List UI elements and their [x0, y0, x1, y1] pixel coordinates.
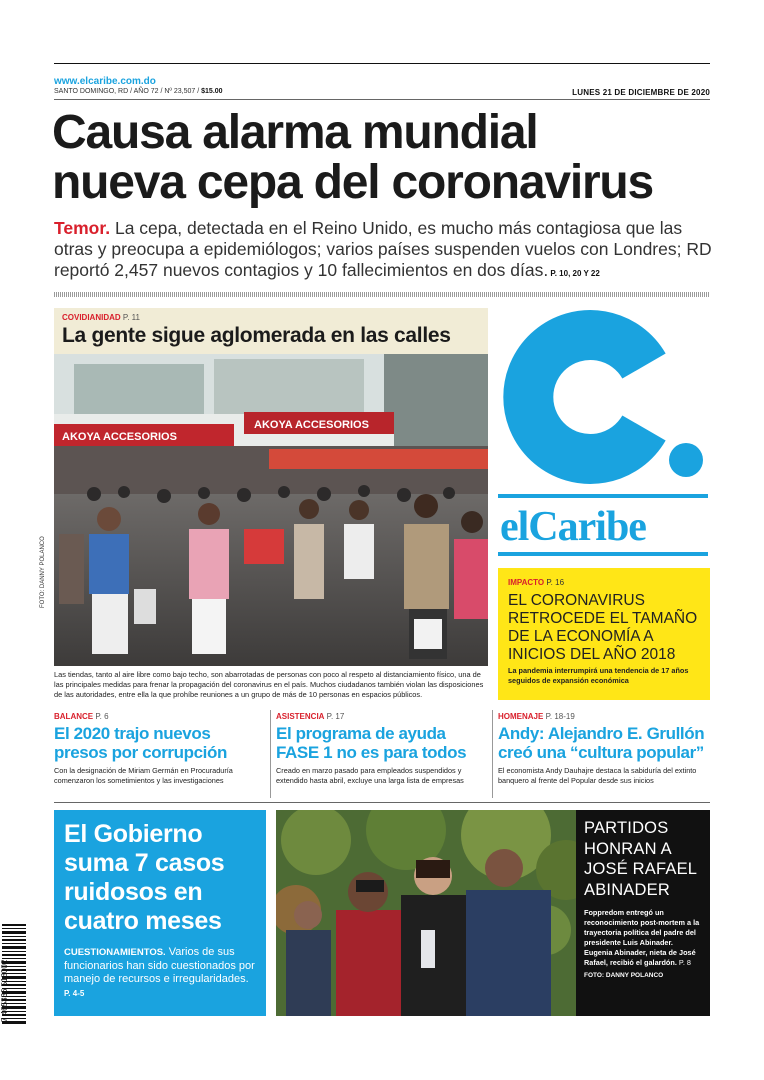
barcode-number: 7 465336 518002: [0, 959, 9, 1022]
street-photo: [54, 354, 488, 666]
gobierno-title: El Gobierno suma 7 casos ruidosos en cuatro meses: [64, 820, 225, 935]
partidos-text: Foppredom entregó un reconocimiento post-mortem a la trayectoria política del padre del presidente Luis Abinader. Eugenia Abinader, nieta de José Rafael, recibió el galardón. P. 8: [584, 908, 700, 967]
site-url[interactable]: www.elcaribe.com.do: [54, 76, 156, 87]
store-sign-right: AKOYA ACCESORIOS: [254, 419, 369, 431]
balance-title: El 2020 trajo nuevos presos por corrupción: [54, 724, 227, 762]
partidos-title: PARTIDOS HONRAN A JOSÉ RAFAEL ABINADER: [584, 819, 697, 899]
logo-wordmark: elCaribe: [500, 504, 646, 550]
street-photo-illustration: [54, 354, 488, 666]
story-homenaje[interactable]: [498, 712, 712, 786]
impacto-text: La pandemia interrumpirá una tendencia de 17 años seguidos de expansión económica: [508, 666, 689, 685]
section-rule: [54, 802, 710, 803]
price: $15.00: [201, 88, 223, 95]
balance-text: Con la designación de Miriam Germán en Procuraduría comenzaron los sometimientos y las investigaciones: [54, 766, 233, 785]
story-asistencia[interactable]: [276, 712, 490, 786]
story-balance[interactable]: [54, 712, 268, 786]
logo-c-icon: [496, 308, 710, 558]
lead-deck: Temor. La cepa, detectada en el Reino Unido, es mucho más contagiosa que las otras y preocupa a epidemiólogos; varios países suspenden vuelos con Londres; RD reportó 2,457 nuevos contagios y 10 fallecimientos en dos días. P. 10, 20 Y 22: [54, 218, 712, 280]
gobierno-text: CUESTIONAMIENTOS. Varios de sus funcionarios han sido cuestionados por manejo de recursos e irregularidades. P. 4-5: [64, 946, 255, 998]
partidos-box[interactable]: [576, 810, 710, 1016]
asistencia-text: Creado en marzo pasado para empleados suspendidos y extendido hasta abril, excluye una larga lista de empresas: [276, 766, 464, 785]
impacto-section: IMPACTO P. 16: [508, 578, 565, 587]
award-photo: [276, 810, 576, 1016]
photo-story-section: COVIDIANIDAD P. 11: [62, 313, 140, 322]
award-photo-illustration: [276, 810, 576, 1016]
asistencia-section: ASISTENCIA P. 17: [276, 712, 345, 721]
top-rule: [54, 63, 710, 64]
photo-story-title[interactable]: La gente sigue aglomerada en las calles: [62, 324, 451, 347]
impacto-box[interactable]: [498, 568, 710, 700]
lead-headline[interactable]: Causa alarma mundial nueva cepa del coronavirus: [52, 106, 654, 209]
elcaribe-logo[interactable]: [496, 308, 710, 558]
lead-kicker: Temor.: [54, 218, 111, 238]
partidos-credit: FOTO: DANNY POLANCO: [584, 972, 664, 979]
gobierno-box[interactable]: [54, 810, 266, 1016]
homenaje-text: El economista Andy Dauhajre destaca la sabiduría del extinto banquero al frente del Popular desde sus inicios: [498, 766, 697, 785]
store-sign-left: AKOYA ACCESORIOS: [62, 431, 177, 443]
photo-caption: Las tiendas, tanto al aire libre como bajo techo, son abarrotadas de personas con poco al respeto al distanciamiento físico, una de las principales medidas para frenar la propagación del coronavirus en el país. Muchos ciudadanos también violan las disposiciones de las autoridades, entre ella la que prohíbe reuniones a un grupo de más de 10 personas en espacios públicos.: [54, 670, 484, 699]
homenaje-section: HOMENAJE P. 18-19: [498, 712, 575, 721]
impacto-title: EL CORONAVIRUS RETROCEDE EL TAMAÑO DE LA ECONOMÍA A INICIOS DEL AÑO 2018: [508, 592, 698, 663]
column-separator: [492, 710, 493, 798]
edition-info: SANTO DOMINGO, RD / AÑO 72 / Nº 23,507 / $15.00: [54, 88, 223, 95]
balance-section: BALANCE P. 6: [54, 712, 109, 721]
masthead-rule: [54, 99, 710, 100]
photo-credit-vertical: FOTO: DANNY POLANCO: [40, 536, 46, 608]
issue-date: LUNES 21 DE DICIEMBRE DE 2020: [572, 88, 710, 97]
lead-pages: P. 10, 20 Y 22: [548, 269, 600, 278]
column-separator: [270, 710, 271, 798]
homenaje-title: Andy: Alejandro E. Grullón creó una “cultura popular”: [498, 724, 705, 762]
asistencia-title: El programa de ayuda FASE 1 no es para todos: [276, 724, 467, 762]
dotted-divider: [54, 292, 710, 297]
